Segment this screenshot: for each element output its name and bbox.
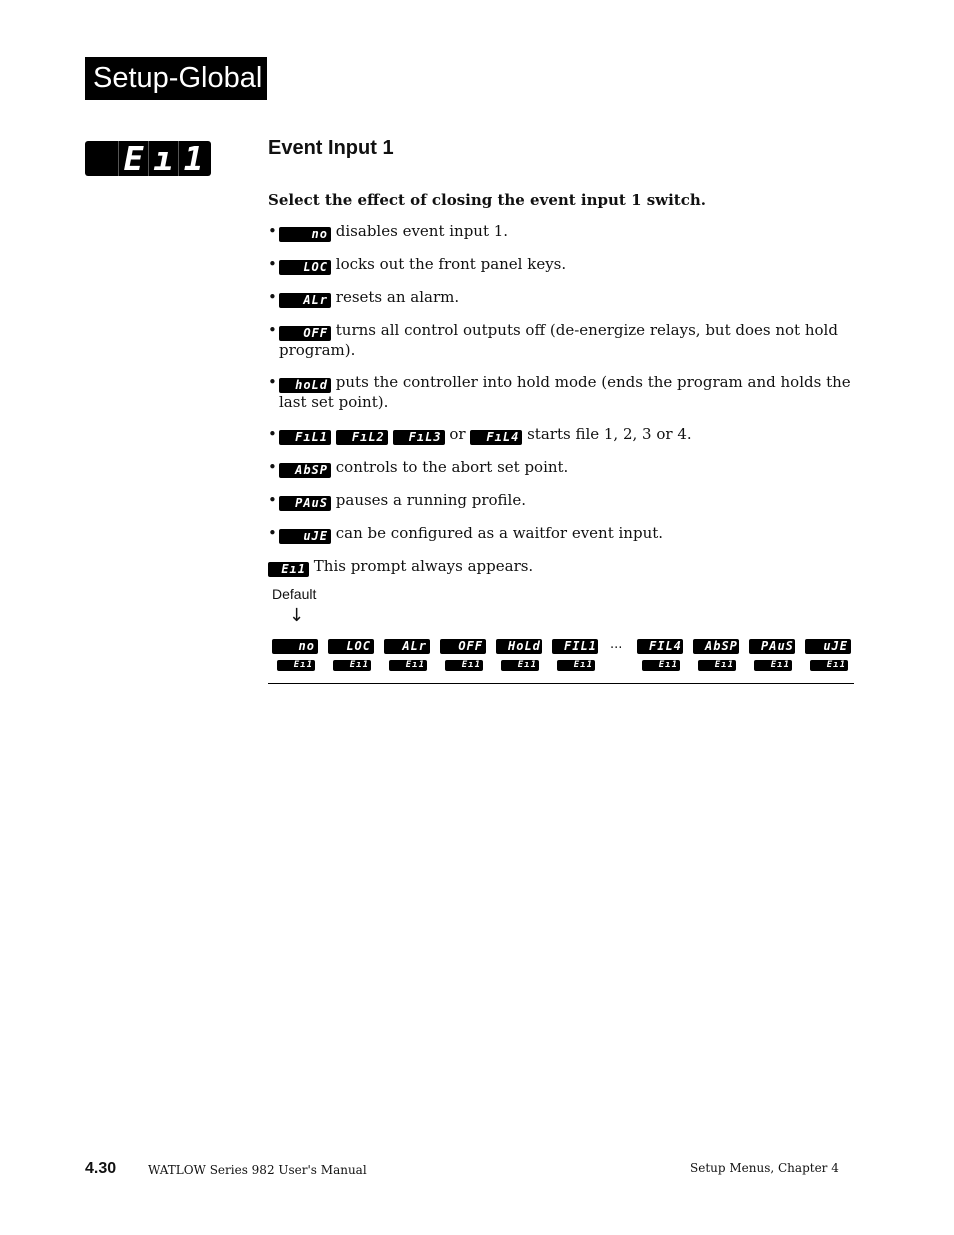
lcd-code: AbSP (693, 639, 739, 654)
bullet: • (268, 458, 277, 476)
list-item (268, 458, 858, 478)
option-text: turns all control outputs off (de-energize relays, but does not hold program). (279, 321, 838, 359)
footer-chapter: Setup Menus, Chapter 4 (690, 1161, 839, 1175)
sequence-item (693, 639, 741, 673)
sequence-item (496, 639, 544, 673)
list-item (268, 255, 858, 275)
option-list (268, 222, 858, 544)
sequence-item (384, 639, 432, 673)
lcd-code: LOC (328, 639, 374, 654)
bullet: • (268, 425, 277, 443)
lcd-code: PAuS (749, 639, 795, 654)
sequence-item (552, 639, 600, 673)
bullet: • (268, 255, 277, 273)
default-label: Default (272, 586, 317, 602)
section-divider (268, 683, 854, 684)
option-text: resets an alarm. (335, 288, 460, 306)
list-item (268, 288, 858, 308)
lcd-code: hoLd (279, 378, 331, 393)
lcd-sub-code: Eı1 (277, 660, 315, 671)
lcd-code: uJE (805, 639, 851, 654)
lcd-digit: E (123, 141, 144, 176)
prompt-lcd-display (85, 141, 211, 176)
description-body (268, 191, 858, 577)
list-item (268, 425, 858, 445)
lcd-sub-code: Eı1 (389, 660, 427, 671)
footer-manual-title: WATLOW Series 982 User's Manual (148, 1163, 367, 1177)
lcd-digit: ı (153, 141, 174, 176)
lcd-code: FıL3 (393, 430, 445, 445)
lcd-sub-code: Eı1 (501, 660, 539, 671)
lcd-code: FIL1 (552, 639, 598, 654)
lcd-sub-code: Eı1 (557, 660, 595, 671)
bullet: • (268, 321, 277, 339)
list-item (268, 491, 858, 511)
lcd-sub-code: Eı1 (333, 660, 371, 671)
option-text: controls to the abort set point. (335, 458, 569, 476)
sequence-item (440, 639, 488, 673)
lcd-sub-code: Eı1 (754, 660, 792, 671)
bullet: • (268, 222, 277, 240)
lcd-code: ALr (279, 293, 331, 308)
list-item (268, 222, 858, 242)
option-text: can be configured as a waitfor event input. (335, 524, 664, 542)
lcd-sub-code: Eı1 (698, 660, 736, 671)
always-appears-note (268, 557, 858, 577)
lcd-code: no (279, 227, 331, 242)
lcd-code: PAuS (279, 496, 331, 511)
lcd-digit (89, 141, 118, 176)
intro-text: Select the effect of closing the event input 1 switch. (268, 191, 706, 209)
lcd-code: AbSP (279, 463, 331, 478)
lcd-sub-code: Eı1 (445, 660, 483, 671)
list-item (268, 524, 858, 544)
lcd-code: Eı1 (268, 562, 309, 577)
option-sequence (272, 639, 856, 675)
lcd-code: HoLd (496, 639, 542, 654)
page-heading: Event Input 1 (268, 137, 394, 159)
option-text: puts the controller into hold mode (ends the program and holds the last set point). (279, 373, 851, 411)
lcd-code: OFF (440, 639, 486, 654)
option-text: pauses a running profile. (335, 491, 526, 509)
bullet: • (268, 373, 277, 391)
bullet: • (268, 288, 277, 306)
lcd-code: FıL2 (336, 430, 388, 445)
default-arrow-icon: ↓ (289, 605, 305, 626)
lcd-code: uJE (279, 529, 331, 544)
bullet: • (268, 491, 277, 509)
lcd-code: no (272, 639, 318, 654)
list-item (268, 321, 858, 360)
option-text: starts file 1, 2, 3 or 4. (527, 425, 692, 443)
list-item (268, 373, 858, 412)
note-text: This prompt always appears. (313, 557, 534, 575)
sequence-item (328, 639, 376, 673)
footer-page-number: 4.30 (85, 1160, 117, 1177)
lcd-sub-code: Eı1 (642, 660, 680, 671)
sequence-item (637, 639, 685, 673)
lcd-sub-code: Eı1 (810, 660, 848, 671)
lcd-digit: 1 (183, 141, 204, 176)
sequence-ellipsis: ... (610, 637, 623, 652)
sequence-item (272, 639, 320, 673)
sequence-item (805, 639, 853, 673)
lcd-code: LOC (279, 260, 331, 275)
bullet: • (268, 524, 277, 542)
sequence-item (749, 639, 797, 673)
section-banner: Setup-Global (85, 57, 267, 100)
option-text: disables event input 1. (335, 222, 509, 240)
lcd-code: FıL4 (470, 430, 522, 445)
option-text: locks out the front panel keys. (335, 255, 567, 273)
or-word: or (449, 425, 466, 443)
lcd-code: ALr (384, 639, 430, 654)
lcd-code: OFF (279, 326, 331, 341)
lcd-code: FıL1 (279, 430, 331, 445)
lcd-code: FIL4 (637, 639, 683, 654)
